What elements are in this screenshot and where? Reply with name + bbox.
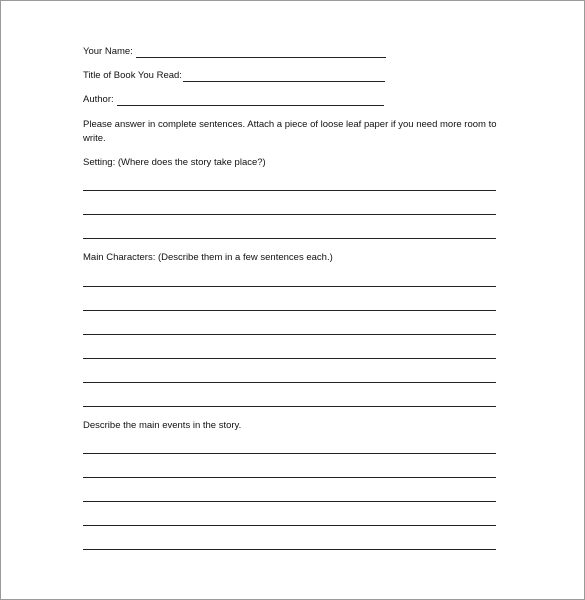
book-title-line[interactable] (183, 81, 385, 82)
characters-answer-line[interactable] (83, 286, 496, 287)
setting-answer-line[interactable] (83, 238, 496, 239)
characters-answer-line[interactable] (83, 358, 496, 359)
events-answer-line[interactable] (83, 477, 496, 478)
characters-answer-line[interactable] (83, 310, 496, 311)
setting-answer-line[interactable] (83, 214, 496, 215)
events-answer-line[interactable] (83, 453, 496, 454)
author-label: Author: (83, 94, 114, 105)
events-answer-line[interactable] (83, 525, 496, 526)
characters-prompt: Main Characters: (Describe them in a few sentences each.) (83, 252, 333, 263)
events-answer-line[interactable] (83, 549, 496, 550)
your-name-line[interactable] (136, 57, 386, 58)
your-name-label: Your Name: (83, 46, 133, 57)
events-prompt: Describe the main events in the story. (83, 420, 242, 431)
setting-prompt: Setting: (Where does the story take place?) (83, 157, 266, 168)
characters-answer-line[interactable] (83, 334, 496, 335)
book-title-label: Title of Book You Read: (83, 70, 182, 81)
setting-answer-line[interactable] (83, 190, 496, 191)
instructions-text: Please answer in complete sentences. Attach a piece of loose leaf paper if you need more room to write. (83, 119, 497, 144)
characters-answer-line[interactable] (83, 382, 496, 383)
author-line[interactable] (117, 105, 384, 106)
characters-answer-line[interactable] (83, 406, 496, 407)
events-answer-line[interactable] (83, 501, 496, 502)
